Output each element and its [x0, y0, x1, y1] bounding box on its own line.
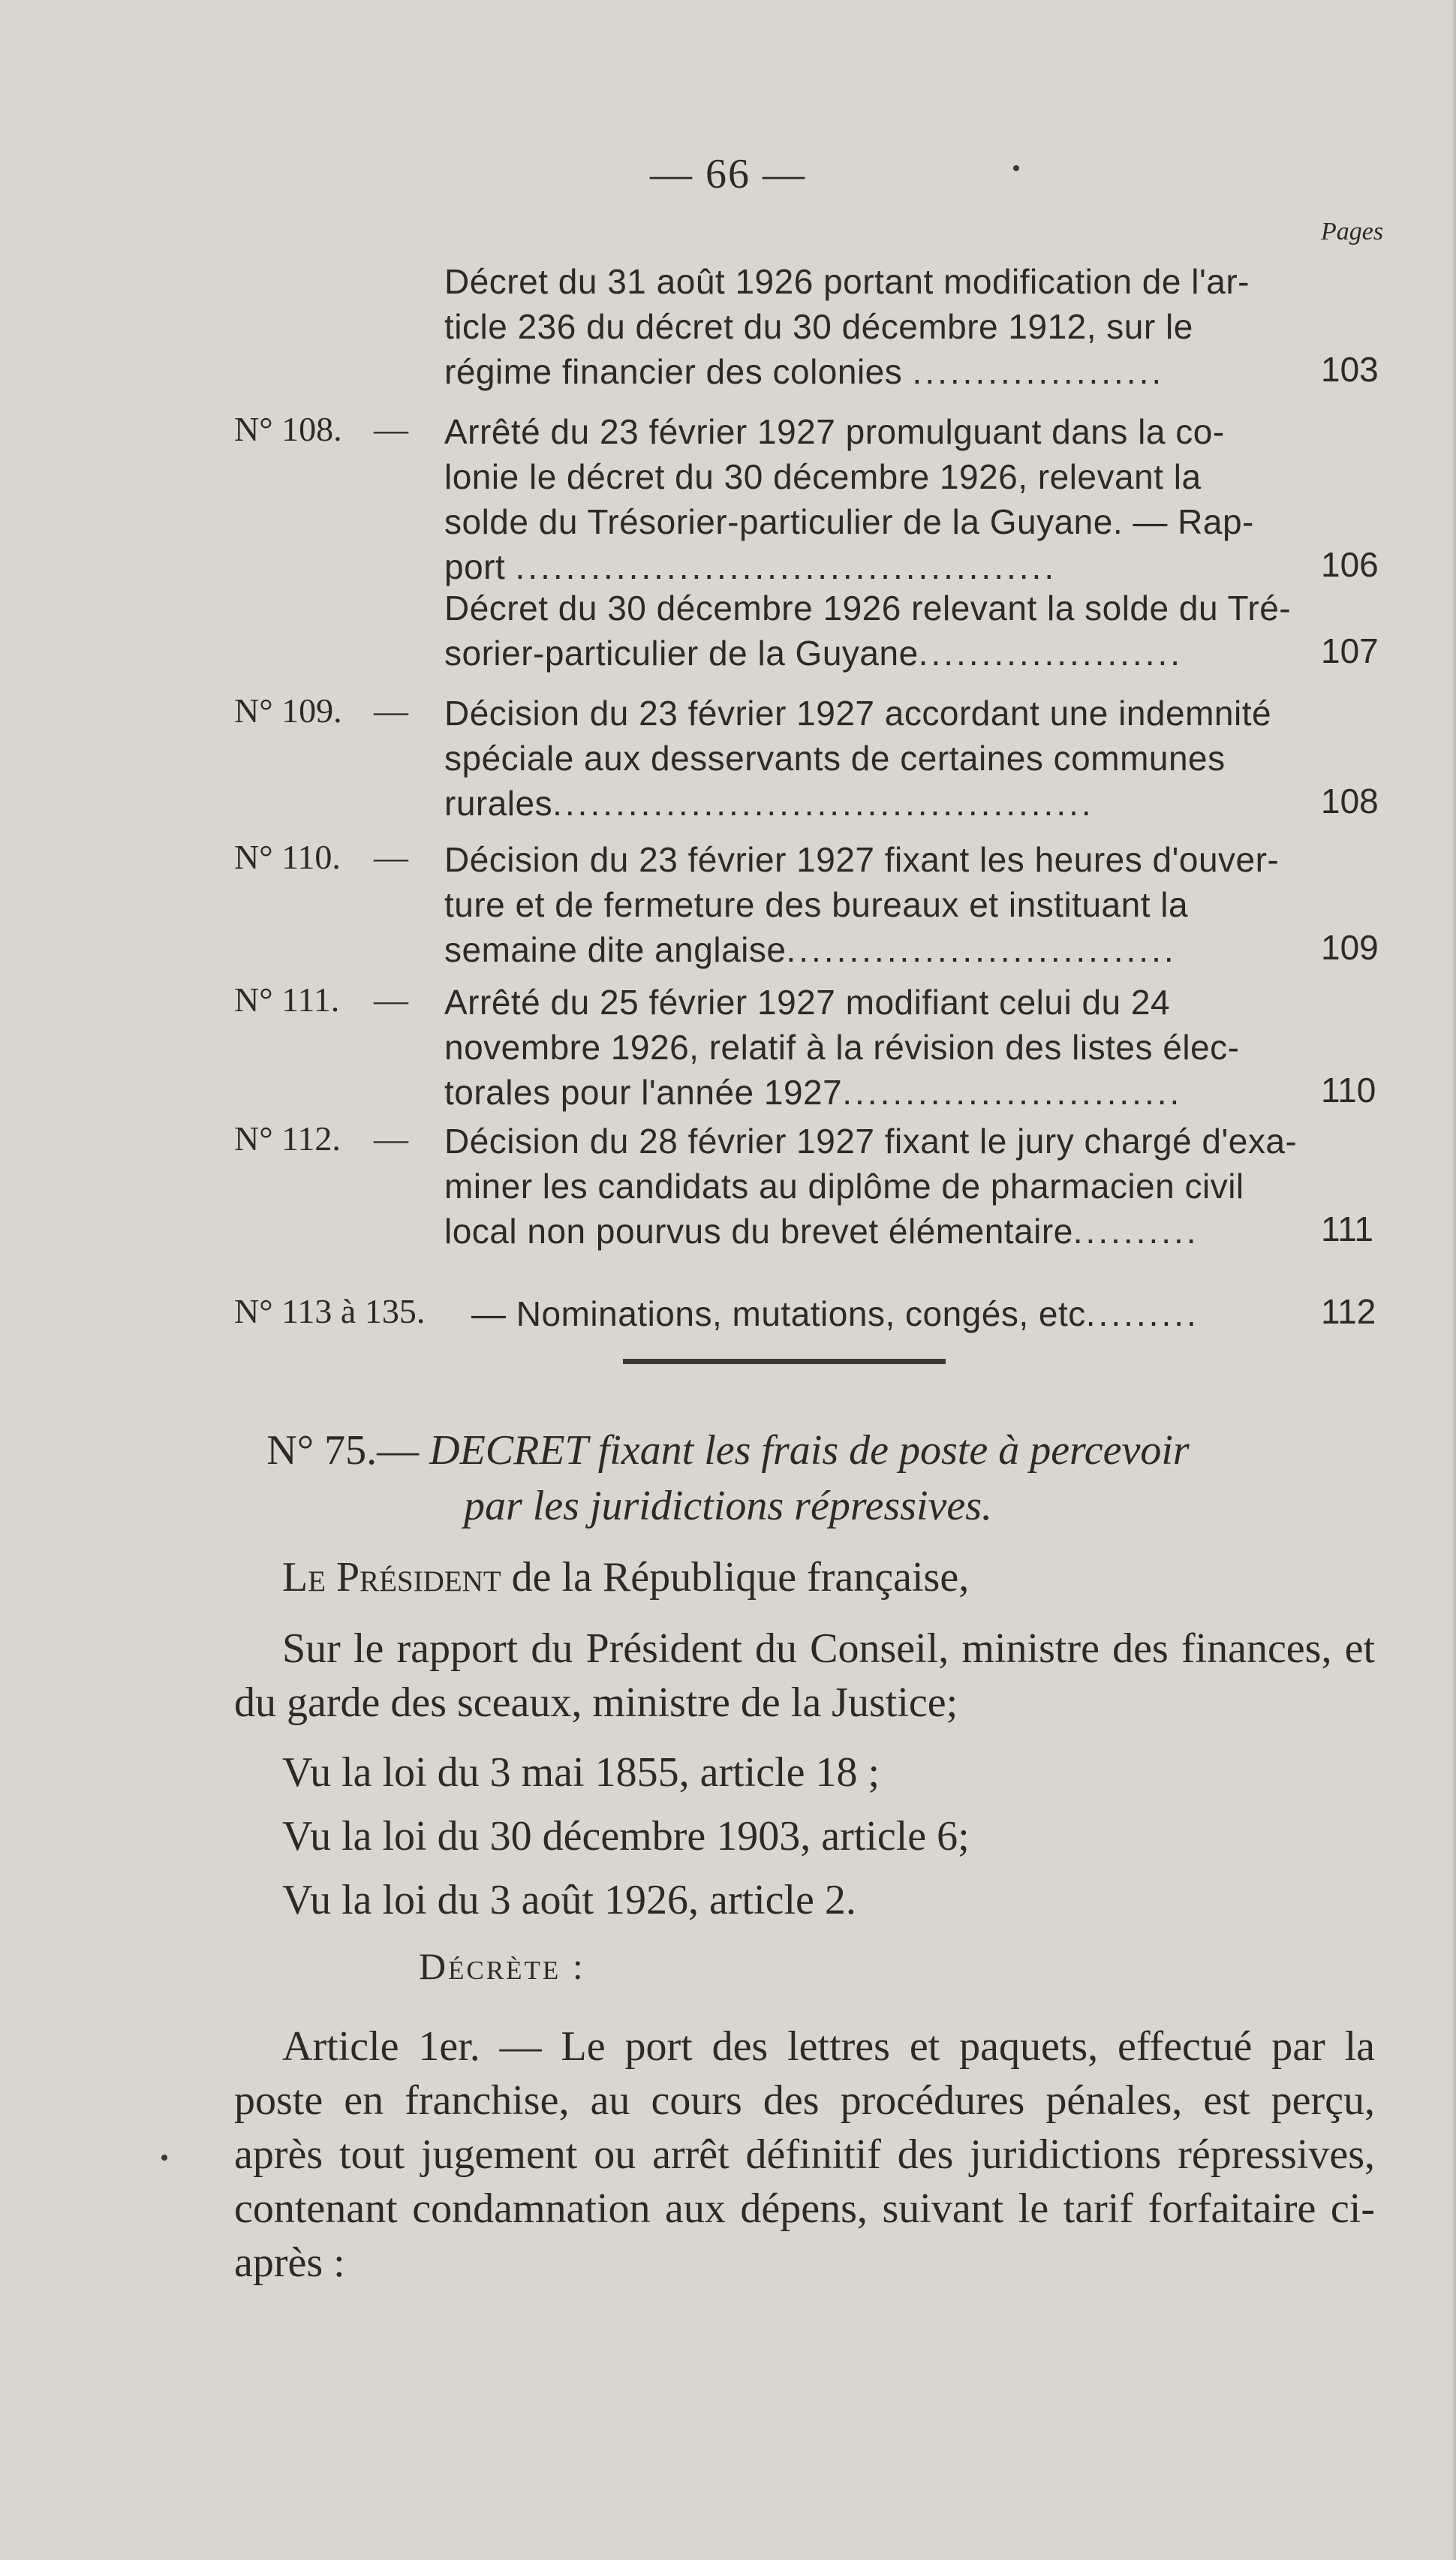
- entry-line: solde du Trésorier-particulier de la Guyane. — Rap-: [444, 502, 1254, 541]
- entry-text: [444, 259, 1345, 394]
- entry-dash: —: [374, 838, 408, 876]
- vu-line-2: Vu la loi du 30 décembre 1903, article 6;: [282, 1813, 970, 1860]
- entry-line: [444, 927, 1345, 972]
- entry-page: 110: [1321, 1071, 1376, 1110]
- entry-dash: —: [374, 691, 408, 730]
- entry-line: [444, 349, 1345, 394]
- entry-page: 103: [1321, 350, 1379, 389]
- entry-line-text: port: [444, 547, 506, 586]
- entry-text: [444, 837, 1345, 972]
- vu-line-3: Vu la loi du 3 août 1926, article 2.: [282, 1877, 856, 1923]
- entry-line-text: — Nominations, mutations, congés, etc: [471, 1294, 1086, 1333]
- entry-line: Décision du 28 février 1927 fixant le jury chargé d'exa-: [444, 1122, 1298, 1161]
- dot-leader: ...........................................: [552, 784, 1094, 823]
- entry-line: Décret du 30 décembre 1926 relevant la solde du Tré-: [444, 589, 1292, 628]
- entry-line-text: local non pourvus du brevet élémentaire: [444, 1212, 1073, 1251]
- entry-text: [444, 586, 1345, 676]
- entry-number: N° 110.: [234, 838, 341, 876]
- dot-leader: ...........................: [842, 1073, 1183, 1112]
- entry-line: ture et de fermeture des bureaux et instituant la: [444, 885, 1189, 924]
- entry-line: Arrêté du 25 février 1927 modifiant celui du 24: [444, 983, 1171, 1022]
- entry-line: [444, 781, 1345, 826]
- entry-line-text: régime financier des colonies: [444, 352, 903, 391]
- page-number: — 66 —: [650, 151, 806, 197]
- president-line: [234, 1550, 1375, 1604]
- entry-line-text: torales pour l'année 1927: [444, 1073, 843, 1112]
- entry-number: N° 111.: [234, 980, 340, 1019]
- article-label: Article 1er. —: [282, 2023, 542, 2070]
- entry-text: [471, 1291, 1372, 1336]
- dot-leader: .....................: [918, 634, 1184, 673]
- print-speck: [1013, 165, 1019, 171]
- entry-line: [471, 1291, 1372, 1336]
- entry-text: [444, 691, 1345, 826]
- entry-line-text: sorier-particulier de la Guyane: [444, 634, 919, 673]
- rapport-paragraph: Sur le rapport du Président du Conseil, ministre des finances, et du garde des sceaux, ministre de la Justice;: [234, 1625, 1375, 1726]
- entry-page: 108: [1321, 782, 1379, 821]
- page-edge: [1451, 0, 1456, 2560]
- dot-leader: ...........................................: [515, 547, 1057, 586]
- decree-title-line1: [0, 1423, 1456, 1478]
- entry-line: novembre 1926, relatif à la révision des listes élec-: [444, 1028, 1240, 1067]
- entry-number: N° 109.: [234, 691, 342, 730]
- entry-line: lonie le décret du 30 décembre 1926, relevant la: [444, 457, 1202, 496]
- entry-text: [444, 980, 1345, 1115]
- entry-page: 111: [1321, 1209, 1373, 1248]
- entry-page: 109: [1321, 928, 1379, 967]
- decree-title-text: DECRET fixant les frais de poste à percevoir: [429, 1427, 1190, 1474]
- entry-text: [444, 409, 1345, 589]
- president-prefix: Le Président: [282, 1554, 501, 1601]
- decree-title-line2: par les juridictions répressives.: [463, 1483, 993, 1529]
- dot-leader: .........: [1085, 1294, 1199, 1333]
- entry-line-text: semaine dite anglaise: [444, 930, 787, 969]
- entry-line: [444, 631, 1345, 676]
- entry-line: [444, 1070, 1345, 1115]
- entry-dash: —: [374, 980, 408, 1019]
- entry-number: N° 108.: [234, 410, 342, 448]
- entry-text: [444, 1119, 1345, 1254]
- entry-line: [444, 1209, 1345, 1254]
- dot-leader: ....................: [912, 352, 1165, 391]
- entry-line: Décision du 23 février 1927 accordant une indemnité: [444, 694, 1272, 733]
- entry-page: 107: [1321, 631, 1379, 670]
- entry-line: Arrêté du 23 février 1927 promulguant dans la co-: [444, 412, 1225, 451]
- entry-dash: —: [374, 410, 408, 448]
- decree-number: N° 75.—: [266, 1427, 420, 1474]
- dot-leader: ...............................: [786, 930, 1177, 969]
- entry-number: N° 113 à 135.: [234, 1292, 426, 1330]
- article-text: Le port des lettres et paquets, effectué par la poste en franchise, au cours des procédures pénales, est perçu, après tout jugement ou arrêt définitif des juridictions répressives, contenant condamnation aux dépens, suivant le tarif forfaitaire ci-après :: [234, 2023, 1376, 2286]
- article-paragraph: [234, 2019, 1375, 2290]
- entry-dash: —: [374, 1119, 408, 1158]
- print-speck: [161, 2155, 167, 2161]
- decree-title: [0, 1423, 1456, 1534]
- entry-line: spéciale aux desservants de certaines communes: [444, 739, 1226, 778]
- section-divider: [623, 1359, 946, 1364]
- entry-line: miner les candidats au diplôme de pharmacien civil: [444, 1167, 1244, 1206]
- entry-number: N° 112.: [234, 1119, 341, 1158]
- president-rest: de la République française,: [511, 1554, 970, 1601]
- decrete-heading: Décrète :: [419, 1945, 585, 1987]
- pages-column-label: Pages: [1321, 218, 1384, 245]
- entry-line: Décision du 23 février 1927 fixant les heures d'ouver-: [444, 840, 1280, 879]
- entry-line: Décret du 31 août 1926 portant modification de l'ar-: [444, 262, 1250, 301]
- entry-line: ticle 236 du décret du 30 décembre 1912, sur le: [444, 307, 1193, 346]
- entry-line-text: rurales: [444, 784, 553, 823]
- vu-line-1: Vu la loi du 3 mai 1855, article 18 ;: [282, 1749, 880, 1796]
- entry-line: [444, 544, 1345, 589]
- entry-page: 112: [1321, 1292, 1376, 1331]
- entry-page: 106: [1321, 545, 1379, 584]
- dot-leader: ..........: [1072, 1212, 1199, 1251]
